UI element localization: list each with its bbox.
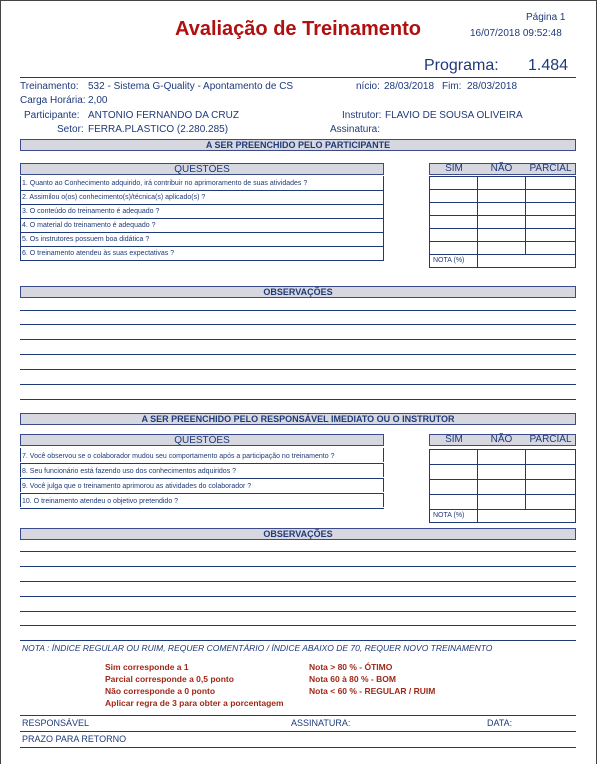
- col-nao-1: NÃO: [490, 163, 513, 174]
- data-label: DATA:: [487, 718, 513, 728]
- obs-line[interactable]: [20, 369, 576, 370]
- nota-value-cell-2[interactable]: [478, 510, 576, 523]
- answer-cell[interactable]: [430, 177, 478, 190]
- question-row: 4. O material do treinamento é adequado ?: [20, 219, 384, 233]
- fim-value: 28/03/2018: [467, 81, 518, 92]
- obs-line[interactable]: [20, 384, 576, 385]
- answer-cell[interactable]: [478, 177, 525, 190]
- question-row: 3. O conteúdo do treinamento é adequado ?: [20, 205, 384, 219]
- obs-line[interactable]: [20, 640, 576, 641]
- treinamento-label: Treinamento:: [20, 81, 79, 92]
- col-sim-1: SIM: [445, 163, 463, 174]
- col-sim-2: SIM: [445, 434, 463, 445]
- question-row: 9. Você julga que o treinamento aprimorou as atividades do colaborador ?: [20, 479, 384, 494]
- programa-value: 1.484: [528, 57, 569, 74]
- answer-cell[interactable]: [525, 242, 575, 255]
- setor-label: Setor:: [57, 124, 84, 135]
- question-row: 1. Quanto ao Conhecimento adquirido, irá contribuir no aprimoramento de suas atividades ?: [20, 177, 384, 191]
- obs-line[interactable]: [20, 625, 576, 626]
- nota-footnote: NOTA : ÍNDICE REGULAR OU RUIM, REQUER COMENTÁRIO / ÍNDICE ABAIXO DE 70, REQUER NOVO TREINAMENTO: [22, 643, 493, 653]
- header-divider: [20, 77, 576, 78]
- responsavel-label: RESPONSÁVEL: [22, 718, 90, 728]
- obs-line[interactable]: [20, 399, 576, 400]
- page-border-top: [0, 0, 597, 1]
- obs-line[interactable]: [20, 551, 576, 552]
- participante-value: ANTONIO FERNANDO DA CRUZ: [88, 110, 239, 121]
- legend-regra: Aplicar regra de 3 para obter a porcentagem: [105, 698, 284, 708]
- answers-table-1: [429, 176, 576, 268]
- setor-value: FERRA.PLASTICO (2.280.285): [88, 124, 229, 135]
- answer-cell[interactable]: [478, 190, 525, 203]
- page-title: Avaliação de Treinamento: [175, 18, 422, 40]
- obs-line[interactable]: [20, 566, 576, 567]
- answer-cell[interactable]: [525, 190, 575, 203]
- answer-cell[interactable]: [478, 229, 525, 242]
- answer-cell[interactable]: [525, 229, 575, 242]
- answer-cell[interactable]: [430, 190, 478, 203]
- answer-cell[interactable]: [430, 495, 478, 510]
- col-nao-2: NÃO: [490, 434, 513, 445]
- instrutor-label: Instrutor:: [342, 110, 382, 121]
- answer-cell[interactable]: [478, 450, 525, 465]
- legend-regular: Nota < 60 % - REGULAR / RUIM: [309, 686, 436, 696]
- observacoes-header-1: OBSERVAÇÕES: [20, 286, 576, 298]
- page-border-left: [0, 0, 1, 764]
- obs-line[interactable]: [20, 581, 576, 582]
- col-parcial-1: PARCIAL: [529, 163, 572, 174]
- carga-value: 2,00: [88, 95, 108, 106]
- answers-table-2: [429, 449, 576, 523]
- answer-cell[interactable]: [430, 465, 478, 480]
- question-row: 2. Assimilou o(os) conhecimento(s)/técnica(s) aplicado(s) ?: [20, 191, 384, 205]
- page-number: Página 1: [526, 12, 566, 23]
- answer-cell[interactable]: [525, 216, 575, 229]
- footer-divider-top: [20, 715, 576, 716]
- question-row: 6. O treinamento atendeu às suas expectativas ?: [20, 247, 384, 261]
- legend-bom: Nota 60 à 80 % - BOM: [309, 674, 396, 684]
- assinatura-label: Assinatura:: [330, 124, 381, 135]
- answer-cell[interactable]: [478, 465, 525, 480]
- observacoes-header-2: OBSERVAÇÕES: [20, 528, 576, 540]
- question-row: 8. Seu funcionário está fazendo uso dos conhecimentos adquiridos ?: [20, 464, 384, 479]
- answer-cell[interactable]: [430, 229, 478, 242]
- fim-label: Fim:: [442, 81, 462, 92]
- questoes-header-2: QUESTÕES: [20, 434, 384, 446]
- prazo-label: PRAZO PARA RETORNO: [22, 734, 127, 744]
- answer-cell[interactable]: [525, 480, 575, 495]
- inicio-value: 28/03/2018: [384, 81, 435, 92]
- answer-cell[interactable]: [430, 242, 478, 255]
- answer-cell[interactable]: [430, 480, 478, 495]
- programa-label: Programa:: [424, 57, 499, 74]
- answer-cell[interactable]: [525, 203, 575, 216]
- section-responsavel-header: A SER PREENCHIDO PELO RESPONSÁVEL IMEDIATO OU O INSTRUTOR: [20, 413, 576, 425]
- carga-label: Carga Horária:: [20, 95, 86, 106]
- footer-divider-mid: [20, 731, 576, 732]
- answer-cell[interactable]: [525, 465, 575, 480]
- footer-divider-bottom: [20, 747, 576, 748]
- section-participante-header: A SER PREENCHIDO PELO PARTICIPANTE: [20, 139, 576, 151]
- answer-cell[interactable]: [525, 450, 575, 465]
- answer-cell[interactable]: [525, 495, 575, 510]
- answer-cell[interactable]: [478, 242, 525, 255]
- answer-cell[interactable]: [430, 450, 478, 465]
- answer-cell[interactable]: [525, 177, 575, 190]
- obs-line[interactable]: [20, 611, 576, 612]
- nota-value-cell-1[interactable]: [478, 255, 576, 268]
- col-parcial-2: PARCIAL: [529, 434, 572, 445]
- treinamento-value: 532 - Sistema G-Quality - Apontamento de CS: [88, 81, 294, 92]
- legend-parcial: Parcial corresponde a 0,5 ponto: [105, 674, 234, 684]
- print-datetime: 16/07/2018 09:52:48: [470, 28, 562, 39]
- instrutor-value: FLAVIO DE SOUSA OLIVEIRA: [385, 110, 523, 121]
- question-row: 5. Os instrutores possuem boa didática ?: [20, 233, 384, 247]
- page-border-right: [596, 0, 597, 764]
- obs-line[interactable]: [20, 354, 576, 355]
- question-row: 7. Você observou se o colaborador mudou seu comportamento após a participação no treinamento ?: [20, 449, 384, 464]
- answer-cell[interactable]: [478, 495, 525, 510]
- obs-line[interactable]: [20, 310, 576, 311]
- nota-label-2: NOTA (%): [430, 510, 478, 523]
- obs-line[interactable]: [20, 324, 576, 325]
- participante-label: Participante:: [24, 110, 80, 121]
- answer-cell[interactable]: [430, 203, 478, 216]
- nota-label-1: NOTA (%): [430, 255, 478, 268]
- inicio-label: nício:: [356, 81, 380, 92]
- legend-sim: Sim corresponde a 1: [105, 662, 189, 672]
- questoes-header-1: QUESTÕES: [20, 163, 384, 175]
- answer-cell[interactable]: [478, 216, 525, 229]
- answer-cell[interactable]: [430, 216, 478, 229]
- obs-line[interactable]: [20, 596, 576, 597]
- assinatura-footer-label: ASSINATURA:: [291, 718, 351, 728]
- legend-otimo: Nota > 80 % - ÓTIMO: [309, 662, 393, 672]
- legend-nao: Não corresponde a 0 ponto: [105, 686, 216, 696]
- answer-cell[interactable]: [478, 203, 525, 216]
- obs-line[interactable]: [20, 339, 576, 340]
- question-row: 10. O treinamento atendeu o objetivo pretendido ?: [20, 494, 384, 509]
- answer-cell[interactable]: [478, 480, 525, 495]
